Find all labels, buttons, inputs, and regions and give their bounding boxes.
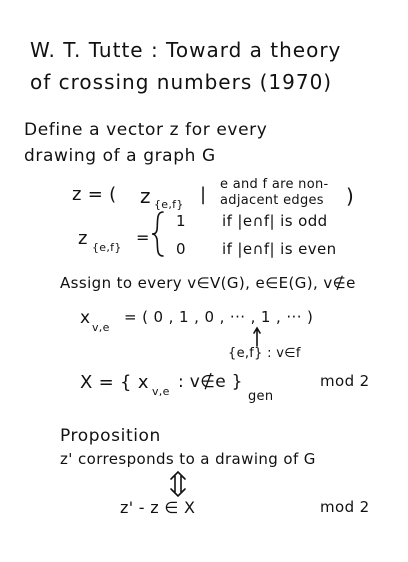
z-def-cond-1: e and f are non-	[220, 177, 329, 192]
z-def-cond-2: adjacent edges	[220, 193, 324, 208]
proposition-mod: mod 2	[320, 498, 370, 516]
define-line-2: drawing of a graph G	[24, 146, 216, 166]
z-cases-lhs: z	[78, 228, 88, 249]
z-cases-subscript: {e,f}	[92, 241, 122, 254]
x-vec-lhs: x	[80, 308, 91, 328]
case-1-condition: if |e∩f| is odd	[222, 212, 328, 230]
case-0-value: 0	[176, 240, 186, 258]
left-brace-icon	[150, 210, 166, 258]
x-vec-annotation: {e,f} : v∈f	[228, 346, 301, 361]
z-def-symbol: z	[140, 184, 151, 208]
assign-line: Assign to every v∈V(G), e∈E(G), v∉e	[60, 274, 356, 292]
z-cases-equals: =	[136, 228, 150, 247]
z-def-close: )	[346, 184, 355, 208]
title-line-2: of crossing numbers (1970)	[30, 70, 333, 94]
case-1-value: 1	[176, 212, 186, 230]
x-vec-subscript: v,e	[92, 321, 110, 334]
proposition-equivalent: z' - z ∈ X	[120, 498, 196, 517]
define-line-1: Define a vector z for every	[24, 120, 268, 140]
proposition-heading: Proposition	[60, 426, 161, 446]
up-arrow-icon	[252, 326, 262, 348]
case-0-condition: if |e∩f| is even	[222, 240, 337, 258]
X-def-lhs: X = { x	[80, 372, 149, 393]
z-def-subscript: {e,f}	[154, 198, 184, 211]
proposition-line: z' corresponds to a drawing of G	[60, 450, 316, 468]
double-arrow-updown-icon	[168, 470, 188, 498]
X-def-mod: mod 2	[320, 372, 370, 390]
X-def-gen: gen	[248, 389, 274, 404]
title-line-1: W. T. Tutte : Toward a theory	[30, 38, 342, 62]
z-def-lhs: z = (	[72, 184, 117, 205]
x-vec-rhs: = ( 0 , 1 , 0 , ··· , 1 , ··· )	[124, 308, 314, 326]
X-def-subscript: v,e	[152, 385, 170, 398]
X-def-mid: : v∉e }	[178, 372, 243, 392]
z-def-bar: |	[200, 184, 207, 205]
